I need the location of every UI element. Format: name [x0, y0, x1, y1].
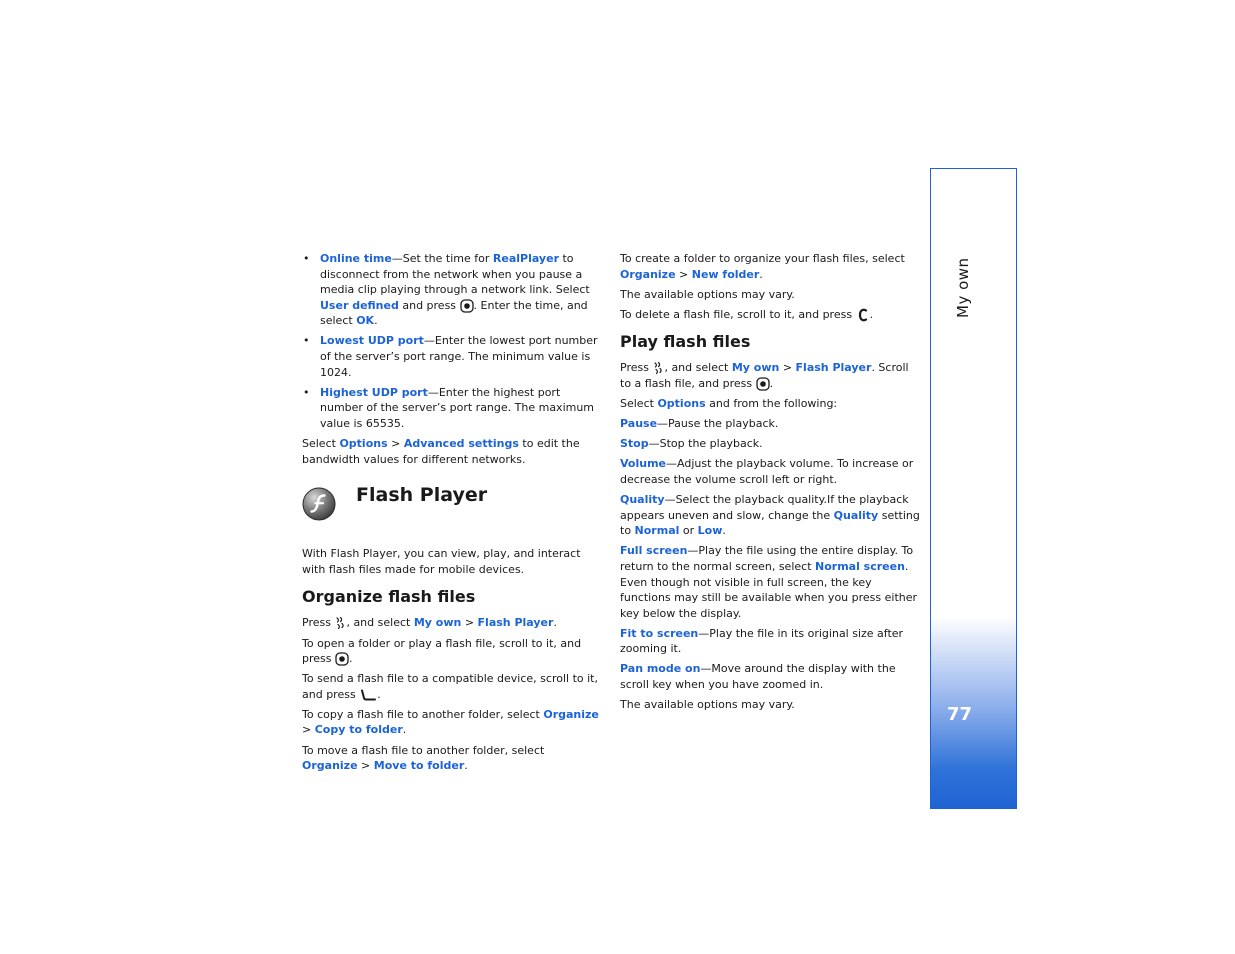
list-item-text: to disconnect from the network when you pause a media clip playing through a network link. Select — [320, 252, 590, 297]
organize-paragraph: To open a folder or play a flash file, scroll to it, and press . — [302, 636, 582, 666]
intro-paragraph: With Flash Player, you can view, play, and interact with flash files made for mobile devices. — [302, 547, 581, 576]
option-fit-to-screen: Fit to screen—Play the file in its original size after zooming it. — [620, 626, 904, 656]
term-full-screen[interactable]: Full screen — [620, 544, 688, 558]
option-pause: Pause—Pause the playback. — [620, 417, 779, 431]
option-stop: Stop—Stop the playback. — [620, 437, 763, 451]
menu-key-icon — [334, 616, 346, 630]
section-title: Flash Player — [356, 484, 488, 507]
option-pan-mode: Pan mode on—Move around the display with the scroll key when you have zoomed in. — [620, 662, 896, 692]
link-copy-to-folder[interactable]: Copy to folder — [314, 723, 403, 737]
link-new-folder[interactable]: New folder — [691, 267, 760, 281]
menu-key-icon — [652, 361, 664, 375]
link-user-defined[interactable]: User defined — [320, 298, 399, 312]
list-item — [302, 333, 602, 380]
folder-paragraph: To create a folder to organize your flash files, select Organize > New folder. — [620, 252, 905, 281]
term-pan-mode-on[interactable]: Pan mode on — [620, 662, 701, 676]
link-move-to-folder[interactable]: Move to folder — [373, 759, 465, 773]
link-flash-player[interactable]: Flash Player — [795, 361, 872, 375]
organize-heading: Organize flash files — [302, 587, 476, 607]
term-volume[interactable]: Volume — [620, 457, 666, 471]
page-number: 77 — [947, 704, 973, 725]
options-note: The available options may vary. — [620, 287, 795, 301]
link-normal-screen[interactable]: Normal screen — [815, 559, 905, 573]
link-flash-player[interactable]: Flash Player — [477, 616, 554, 630]
call-key-icon — [359, 689, 377, 701]
link-organize[interactable]: Organize — [302, 759, 358, 773]
clear-key-icon — [856, 308, 870, 322]
select-key-icon — [756, 377, 770, 391]
play-paragraph: Press , and select My own > Flash Player. Scroll to a flash file, and press . — [620, 361, 909, 390]
list-item-text: . — [374, 314, 378, 328]
term-highest-udp-port[interactable]: Highest UDP port — [320, 385, 428, 399]
link-realplayer[interactable]: RealPlayer — [492, 252, 559, 265]
term-stop[interactable]: Stop — [620, 437, 649, 451]
link-ok[interactable]: OK — [356, 314, 375, 328]
left-column — [302, 251, 602, 778]
option-full-screen: Full screen—Play the file using the entire display. To return to the normal screen, select Normal screen. Even though not visible in full screen, the key functions may still be available when you press either key below the display. — [620, 544, 918, 620]
delete-paragraph: To delete a flash file, scroll to it, and press . — [620, 307, 874, 321]
play-paragraph: Select Options and from the following: — [620, 397, 838, 411]
option-volume: Volume—Adjust the playback volume. To increase or decrease the volume scroll left or right. — [620, 457, 914, 486]
term-quality[interactable]: Quality — [620, 493, 665, 507]
link-quality[interactable]: Quality — [833, 508, 879, 522]
link-organize[interactable]: Organize — [620, 267, 676, 281]
select-key-icon — [335, 652, 349, 666]
organize-paragraph: To move a flash file to another folder, select Organize > Move to folder. — [302, 743, 545, 773]
term-fit-to-screen[interactable]: Fit to screen — [620, 626, 699, 640]
list-item-text: and press — [398, 298, 460, 312]
advanced-settings-paragraph: Select Options > Advanced settings to edit the bandwidth values for different networks. — [302, 437, 580, 466]
link-organize[interactable]: Organize — [543, 707, 599, 721]
list-item — [302, 251, 602, 329]
right-column — [620, 251, 920, 717]
list-item-text: —Enter the lowest port number of the server’s port range. The minimum value is 1024. — [320, 334, 598, 379]
section-title-block — [302, 484, 602, 534]
link-options[interactable]: Options — [339, 437, 388, 451]
link-normal[interactable]: Normal — [634, 524, 680, 538]
term-pause[interactable]: Pause — [620, 417, 658, 431]
options-note: The available options may vary. — [620, 698, 795, 712]
list-item-text: . Enter the time, and select — [320, 298, 588, 328]
flash-player-icon — [302, 487, 336, 521]
link-options[interactable]: Options — [657, 397, 706, 411]
list-item-text: —Set the time for — [391, 252, 493, 265]
side-tab-label: My own — [954, 257, 972, 318]
link-my-own[interactable]: My own — [413, 616, 462, 630]
term-online-time[interactable]: Online time — [320, 252, 392, 265]
list-item-text: —Enter the highest port number of the server’s port range. The maximum value is 65535. — [320, 385, 595, 430]
link-advanced-settings[interactable]: Advanced settings — [403, 437, 519, 451]
option-quality: Quality—Select the playback quality.If the playback appears uneven and slow, change the Quality setting to Normal or Low. — [620, 493, 920, 538]
play-heading: Play flash files — [620, 332, 751, 352]
organize-paragraph: To copy a flash file to another folder, select Organize > Copy to folder. — [302, 707, 599, 737]
list-item — [302, 385, 602, 432]
select-key-icon — [460, 299, 474, 313]
link-low[interactable]: Low — [697, 524, 723, 538]
settings-list — [302, 251, 602, 432]
link-my-own[interactable]: My own — [731, 361, 780, 375]
organize-paragraph: To send a flash file to a compatible device, scroll to it, and press . — [302, 672, 598, 701]
side-tab — [930, 168, 1017, 809]
organize-paragraph: Press , and select My own > Flash Player. — [302, 616, 557, 630]
term-lowest-udp-port[interactable]: Lowest UDP port — [320, 334, 424, 348]
